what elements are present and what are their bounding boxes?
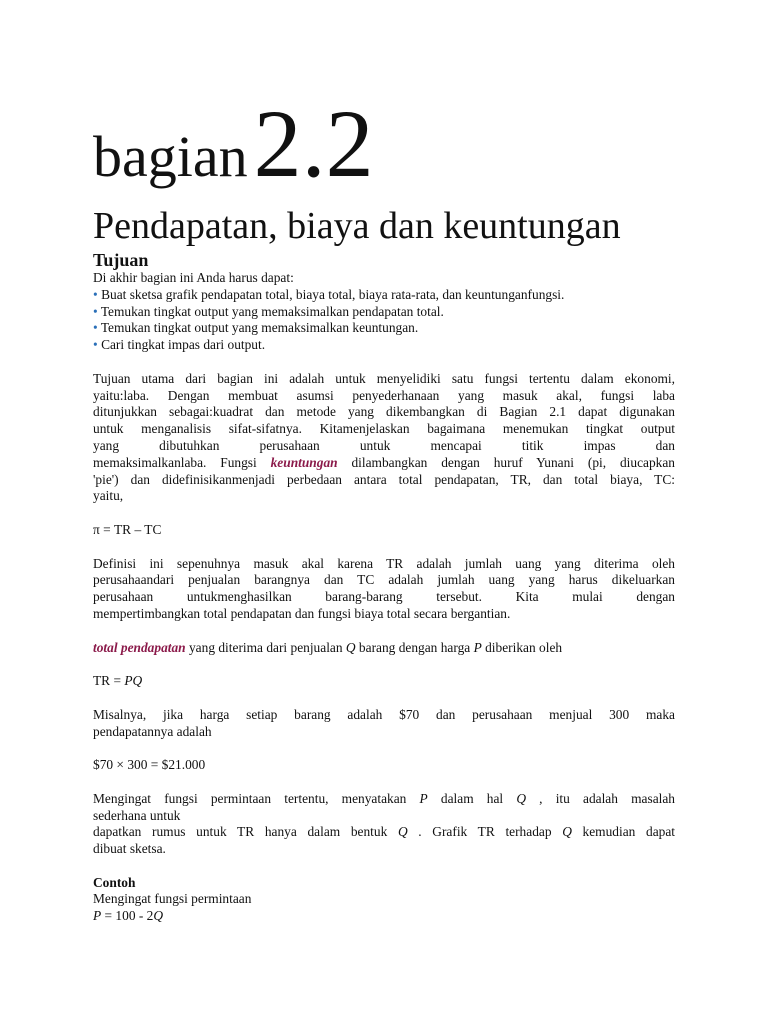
text-line: perusahaan untukmenghasilkan barang-barang tersebut. Kita mulai dengan <box>93 589 675 605</box>
text-line: Misalnya, jika harga setiap barang adalah $70 dan perusahaan menjual 300 maka <box>93 706 675 722</box>
objective-item: • Buat sketsa grafik pendapatan total, biaya total, biaya rata-rata, dan keuntunganfungsi. <box>93 286 565 302</box>
section-heading <box>93 90 374 197</box>
text-line: dapatkan rumus untuk TR hanya dalam bentuk Q . Grafik TR terhadap Q kemudian dapat <box>93 824 676 840</box>
text-line: perusahaandari penjualan barangnya dan TC adalah jumlah uang yang harus dikeluarkan <box>93 572 675 588</box>
objective-item: • Temukan tingkat output yang memaksimalkan pendapatan total. <box>93 303 444 319</box>
formula-calculation: $70 × 300 = $21.000 <box>93 757 206 773</box>
text-line: Definisi ini sepenuhnya masuk akal karena TR adalah jumlah uang yang diterima oleh <box>93 555 675 571</box>
section-heading-number: 2.2 <box>253 90 374 197</box>
paragraph-example-price <box>93 707 675 741</box>
paragraph-total-revenue: total pendapatan yang diterima dari penjualan Q barang dengan harga P diberikan oleh <box>93 639 563 655</box>
text-line: 'pie') dan didefinisikanmenjadi perbedaan antara total pendapatan, TR, dan total biaya, TC: <box>93 471 675 487</box>
text-line: yaitu, <box>93 488 124 504</box>
text-line: untuk menganalisis sifat-sifatnya. Kitamenjelaskan bagaimana menemukan tingkat output <box>93 421 675 437</box>
objective-item: • Temukan tingkat output yang memaksimalkan keuntungan. <box>93 320 419 336</box>
text-line: dibuat sketsa. <box>93 841 166 857</box>
bullet-icon: • <box>93 286 98 302</box>
text-line: Tujuan utama dari bagian ini adalah untuk menyelidiki satu fungsi tertentu dalam ekonomi, <box>93 370 675 386</box>
paragraph-definition <box>93 556 675 623</box>
section-heading-word: bagian <box>93 124 248 189</box>
section-subtitle: Pendapatan, biaya dan keuntungan <box>93 205 621 247</box>
text-line: yaitu:laba. Dengan membuat asumsi penyederhanaan yang masuk akal, fungsi laba <box>93 387 675 403</box>
text-line: memaksimalkanlaba. Fungsi keuntungan dilambangkan dengan huruf Yunani (pi, diucapkan <box>93 454 675 470</box>
keyword-keuntungan: keuntungan <box>270 454 338 470</box>
paragraph-profit-intro <box>93 371 675 505</box>
text-line: Mengingat fungsi permintaan tertentu, menyatakan P dalam hal Q , itu adalah masalah <box>93 790 675 806</box>
text-line: sederhana untuk <box>93 807 181 823</box>
formula-profit: π = TR – TC <box>93 521 162 537</box>
bullet-icon: • <box>93 337 98 353</box>
paragraph-demand-function <box>93 791 675 858</box>
text-line: pendapatannya adalah <box>93 723 212 739</box>
document-body <box>93 250 675 925</box>
text-line: ditunjukkan sebagai:kuadrat dan metode yang dikembangkan di Bagian 2.1 dapat digunakan <box>93 404 675 420</box>
formula-total-revenue: TR = PQ <box>93 673 143 689</box>
text-line: mempertimbangkan total pendapatan dan fungsi biaya total secara bergantian. <box>93 605 511 621</box>
keyword-total-pendapatan: total pendapatan <box>93 639 186 655</box>
example-text: Mengingat fungsi permintaan <box>93 891 252 907</box>
bullet-icon: • <box>93 320 98 336</box>
objective-item: • Cari tingkat impas dari output. <box>93 337 266 353</box>
example-equation: P = 100 - 2Q <box>93 908 164 924</box>
objectives-title: Tujuan <box>93 250 149 270</box>
example-title: Contoh <box>93 874 136 890</box>
text-line: yang dibutuhkan perusahaan untuk mencapai titik impas dan <box>93 437 675 453</box>
objectives-intro: Di akhir bagian ini Anda harus dapat: <box>93 270 294 285</box>
bullet-icon: • <box>93 303 98 319</box>
